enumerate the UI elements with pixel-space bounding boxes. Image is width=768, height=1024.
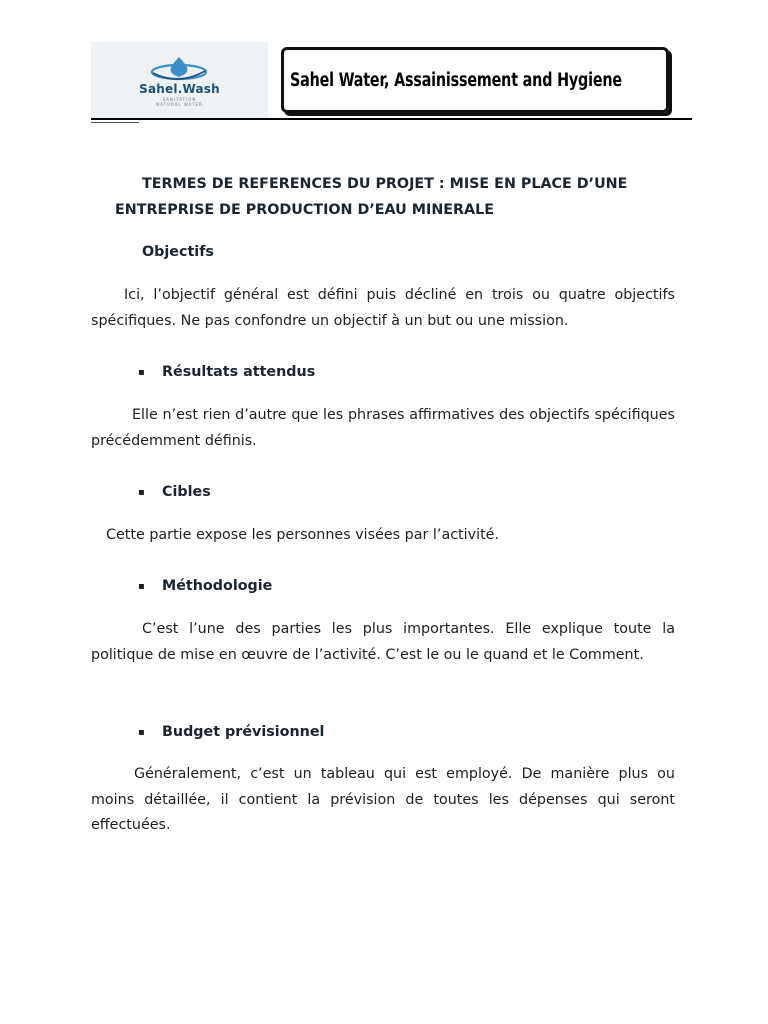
bullet-icon: ▪ <box>138 581 145 592</box>
resultats-paragraph: Elle n’est rien d’autre que les phrases affirmatives des objectifs spécifiques précédemment définis. <box>91 407 675 449</box>
resultats-heading: Résultats attendus <box>162 364 316 380</box>
cibles-paragraph: Cette partie expose les personnes visées par l’activité. <box>106 527 500 543</box>
document-title <box>115 172 685 223</box>
budget-heading: Budget prévisionnel <box>162 724 325 740</box>
header-title-box <box>281 47 669 113</box>
bullet-icon: ▪ <box>138 727 145 738</box>
logo-name: Sahel.Wash <box>139 82 220 96</box>
logo-tagline-2: NATURAL WATER <box>156 102 203 107</box>
header-title: Sahel Water, Assainissement and Hygiene <box>290 69 622 91</box>
cibles-heading: Cibles <box>162 484 211 500</box>
bullet-icon: ▪ <box>138 367 145 378</box>
methodologie-paragraph: C’est l’une des parties les plus importantes. Elle explique toute la politique de mise en œuvre de l’activité. C’est le ou le quand et le Comment. <box>91 621 675 663</box>
document-title-line-1: TERMES DE REFERENCES DU PROJET : MISE EN PLACE D’UNE <box>142 176 628 192</box>
bullet-icon: ▪ <box>138 487 145 498</box>
objectifs-heading: Objectifs <box>142 244 214 260</box>
water-drop-icon <box>91 42 268 82</box>
header-rule <box>91 118 692 120</box>
logo-tagline: SANITATION <box>162 97 197 102</box>
objectifs-paragraph: Ici, l’objectif général est défini puis décliné en trois ou quatre objectifs spécifiques. Ne pas confondre un objectif à un but ou une mission. <box>91 287 675 329</box>
methodologie-heading: Méthodologie <box>162 578 273 594</box>
budget-paragraph: Généralement, c’est un tableau qui est employé. De manière plus ou moins détaillée, il contient la prévision de toutes les dépenses qui seront effectuées. <box>91 766 675 833</box>
document-title-line-2: ENTREPRISE DE PRODUCTION D’EAU MINERALE <box>115 201 494 218</box>
header-rule-short <box>91 122 139 123</box>
sahel-wash-logo <box>91 42 268 118</box>
